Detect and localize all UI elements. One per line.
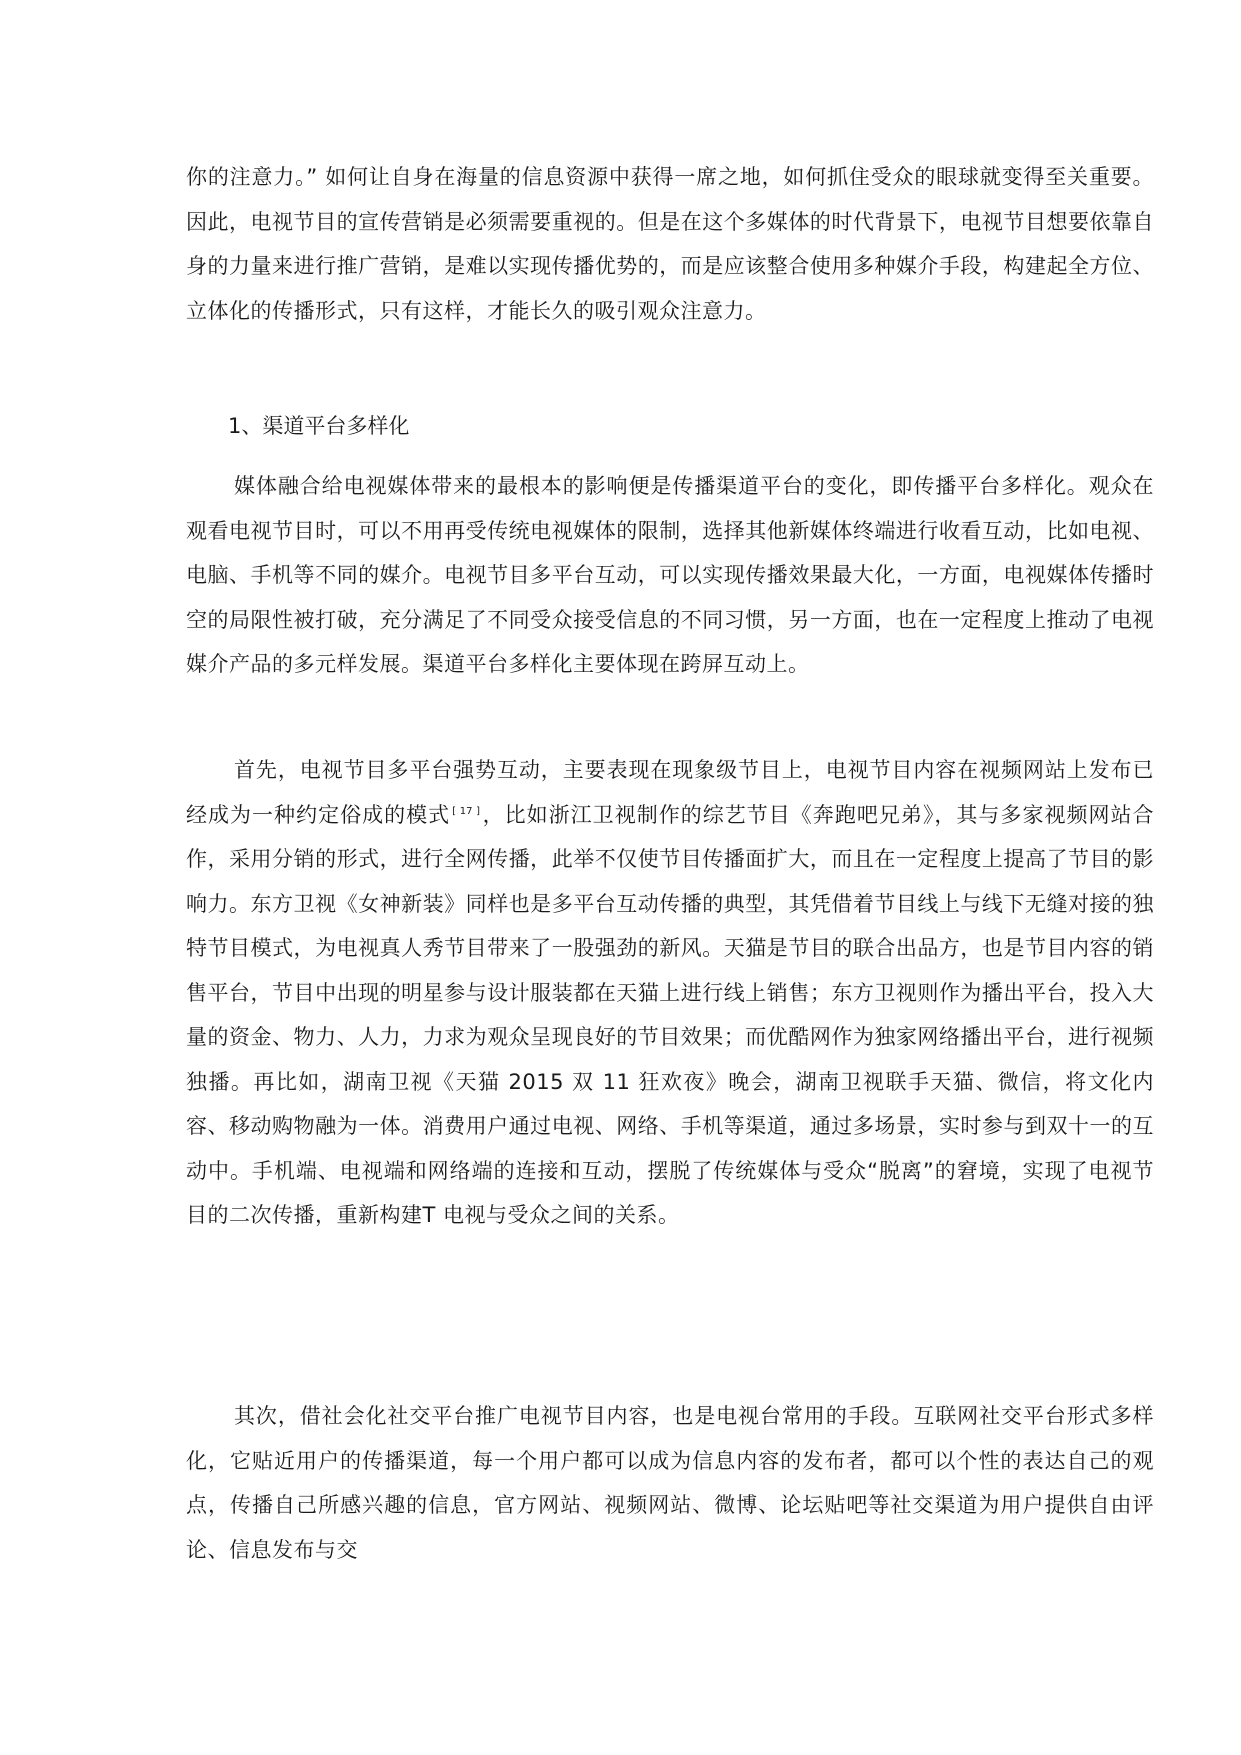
paragraph-3-part-a: 首先，电视节目多平台强势互动，主要表现在现象级节目上，电视节目内容在视频网站上发布已经成为一种约定俗成的模式: [186, 758, 1154, 827]
paragraph-3: [186, 748, 1154, 1238]
citation-ref: [ 17 ]: [452, 805, 481, 817]
paragraph-1: 你的注意力。” 如何让自身在海量的信息资源中获得一席之地，如何抓住受众的眼球就变得至关重要。因此，电视节目的宣传营销是必须需要重视的。但是在这个多媒体的时代背景下，电视节目想要依靠自身的力量来进行推广营销，是难以实现传播优势的，而是应该整合使用多种媒介手段，构建起全方位、立体化的传播形式，只有这样，才能长久的吸引观众注意力。: [186, 165, 1154, 323]
paragraph-4: 其次，借社会化社交平台推广电视节目内容，也是电视台常用的手段。互联网社交平台形式多样化，它贴近用户的传播渠道，每一个用户都可以成为信息内容的发布者，都可以个性的表达自己的观点，传播自己所感兴趣的信息，官方网站、视频网站、微博、论坛贴吧等社交渠道为用户提供自由评论、信息发布与交: [186, 1404, 1154, 1562]
paragraph-2: 媒体融合给电视媒体带来的最根本的影响便是传播渠道平台的变化，即传播平台多样化。观众在观看电视节目时，可以不用再受传统电视媒体的限制，选择其他新媒体终端进行收看互动，比如电视、电脑、手机等不同的媒介。电视节目多平台互动，可以实现传播效果最大化，一方面，电视媒体传播时空的局限性被打破，充分满足了不同受众接受信息的不同习惯，另一方面，也在一定程度上推动了电视媒介产品的多元样发展。渠道平台多样化主要体现在跨屏互动上。: [186, 474, 1154, 676]
paragraph-3-part-b: ，比如浙江卫视制作的综艺节目《奔跑吧兄弟》，其与多家视频网站合作，采用分销的形式，进行全网传播，此举不仅使节目传播面扩大，而且在一定程度上提高了节目的影响力。东方卫视《女神新装》同样也是多平台互动传播的典型，其凭借着节目线上与线下无缝对接的独特节目模式，为电视真人秀节目带来了一股强劲的新风。天猫是节目的联合出品方，也是节目内容的销售平台，节目中出现的明星参与设计服装都在天猫上进行线上销售；东方卫视则作为播出平台，投入大量的资金、物力、人力，力求为观众呈现良好的节目效果；而优酷网作为独家网络播出平台，进行视频独播。再比如，湖南卫视《天猫 2015 双 11 狂欢夜》晚会，湖南卫视联手天猫、微信，将文化内容、移动购物融为一体。消费用户通过电视、网络、手机等渠道，通过多场景，实时参与到双十一的互动中。手机端、电视端和网络端的连接和互动，摆脱了传统媒体与受众“脱离”的窘境，实现了电视节目的二次传播，重新构建T 电视与受众之间的关系。: [186, 802, 1155, 1227]
section-heading: 1、渠道平台多样化: [228, 414, 410, 438]
